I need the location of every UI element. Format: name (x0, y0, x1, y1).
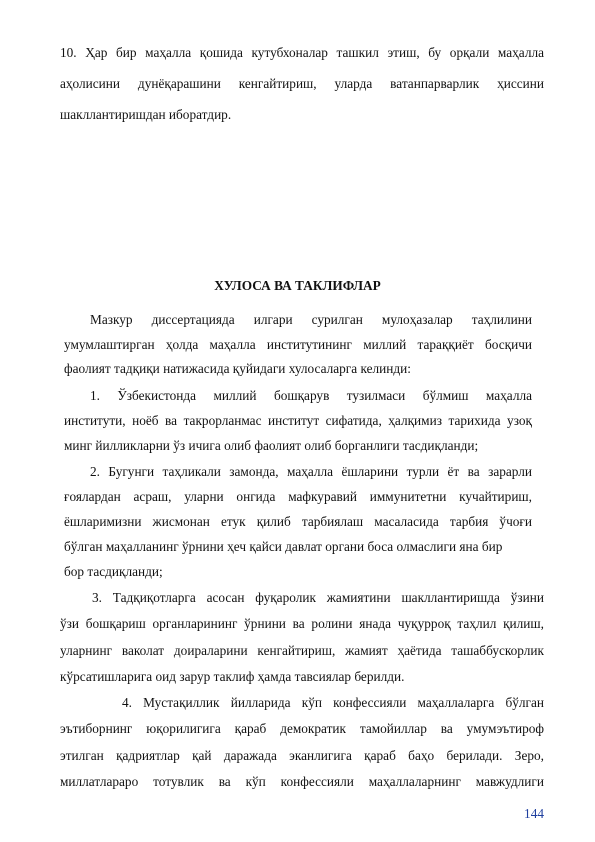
body-line: фаолият тадқиқи натижасида қуйидаги хулосаларга келинди: (64, 361, 411, 376)
list-item-2-line: ёшларимизни жисмонан етук қилиб тарбиялаш масаласида тарбия ўчоғи (64, 514, 532, 529)
list-item-1-line: минг йилликларни ўз ичига олиб фаолият олиб борганлиги тасдиқланди; (64, 438, 479, 453)
list-item-2-line: бор тасдиқланди; (64, 564, 163, 579)
list-item-3-line: ўзи бошқариш органларининг ўрнини ва ролини янада чуқурроқ таҳлил қилиш, (60, 616, 544, 631)
body-line: Мазкур диссертацияда илгари сурилган мулоҳазалар таҳлилини (90, 312, 532, 327)
intro-line-2: аҳолисини дунёқарашини кенгайтириш, уларда ватанпарварлик ҳиссини (60, 76, 544, 91)
list-item-4-line: этилган қадриятлар қай даражада эканлигига қараб баҳо берилади. Зеро, (60, 748, 544, 763)
list-item-4-line: эътиборнинг юқорилигига қараб демократик тамойиллар ва умумэътироф (60, 721, 544, 736)
body-line: умумлаштирган ҳолда маҳалла институтининг миллий тараққиёт босқичи (64, 337, 532, 352)
intro-line-3: шакллантиришдан иборатдир. (60, 107, 232, 122)
list-item-3-line: уларнинг ваколат доираларини кенгайтириш, жамият ҳаётида ташаббускорлик (60, 643, 544, 658)
section-heading: ХУЛОСА ВА ТАКЛИФЛАР (214, 278, 381, 293)
list-item-2-line: бўлган маҳалланинг ўрнини ҳеч қайси давлат органи боса олмаслиги яна бир (64, 539, 503, 554)
list-item-2-line: ғоялардан асраш, уларни онгида мафкуравий иммунитетни кучайтириш, (64, 489, 532, 504)
list-item-3-line: 3. Тадқиқотларга асосан фуқаролик жамиятини шакллантиришда ўзини (92, 590, 544, 605)
list-item-2-line: 2. Бугунги таҳликали замонда, маҳалла ёшларини турли ёт ва зарарли (90, 464, 532, 479)
intro-line-1: 10. Ҳар бир маҳалла қошида кутубхоналар ташкил этиш, бу орқали маҳалла (60, 45, 544, 60)
list-item-3-line: кўрсатишларига оид зарур таклиф ҳамда тавсиялар берилди. (60, 669, 405, 684)
list-item-1-line: институти, ноёб ва такрорланмас институт сифатида, ҳалқимиз тарихида узоқ (64, 413, 532, 428)
list-item-4-line: миллатлараро тотувлик ва кўп конфессияли маҳаллаларнинг мавжудлиги (60, 774, 544, 789)
page-number: 144 (524, 806, 544, 821)
list-item-4-line: 4. Мустақиллик йилларида кўп конфессияли маҳаллаларга бўлган (122, 695, 544, 710)
list-item-1-line: 1. Ўзбекистонда миллий бошқарув тузилмаси бўлмиш маҳалла (90, 388, 532, 403)
